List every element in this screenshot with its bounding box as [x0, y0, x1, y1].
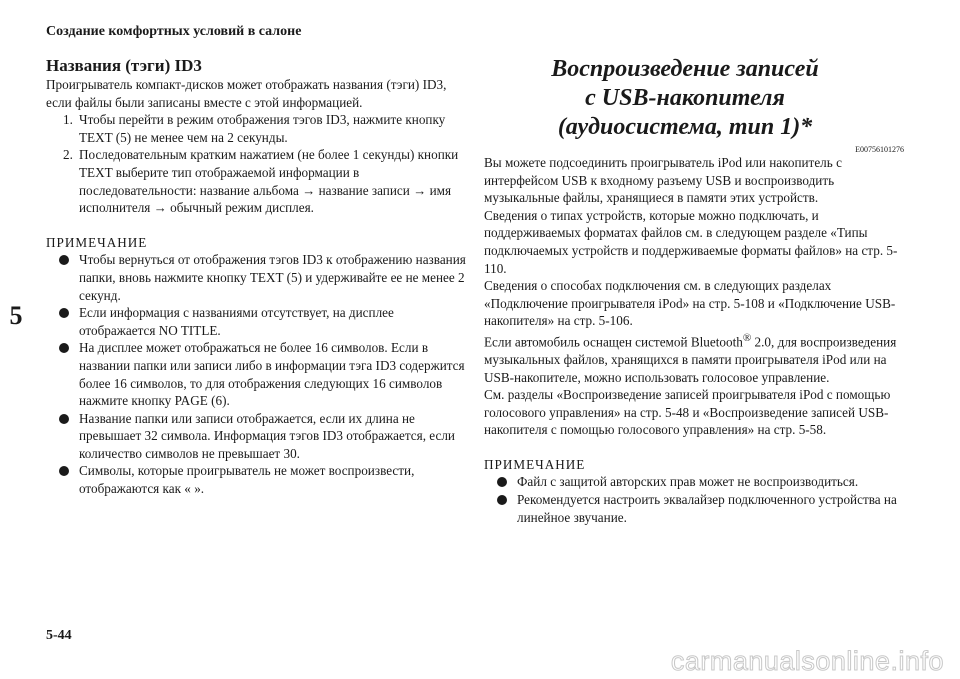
step-text: Чтобы перейти в режим отображения тэгов ID3, нажмите кнопку TEXT (5) не менее чем на 2 секунды. — [79, 112, 446, 145]
watermark: carmanualsonline.info — [670, 646, 944, 676]
note-item — [46, 339, 466, 409]
step-item — [46, 146, 466, 216]
note-text: Файл с защитой авторских прав может не воспроизводиться. — [517, 474, 859, 490]
body-paragraph: Вы можете подсоединить проигрыватель iPod или накопитель с интерфейсом USB к входному разъему USB и воспроизводить музыкальные файлы, хранящиеся в памяти этих устройств. — [484, 155, 842, 206]
note-text: На дисплее может отображаться не более 16 символов. Если в названии папки или записи либо в информации тэга ID3 содержится более 16 символов, то для отображения следующих 16 символов нажмите кнопку PAGE (6). — [79, 340, 465, 409]
note-text: Символы, которые проигрыватель не может воспроизвести, отображаются как « ». — [79, 463, 415, 497]
note-text: Название папки или записи отображается, если их длина не превышает 32 символа. Информация тэгов ID3 отображается, если количество символов не превышает 30. — [79, 410, 455, 461]
body-paragraph: Сведения о типах устройств, которые можно подключать, и поддерживаемых форматах файлов см. в следующем разделе «Типы подключаемых устройств и поддерживаемые форматы файлов» на стр. 5-110. — [484, 207, 898, 276]
bullet-icon — [59, 466, 69, 476]
note-text: Если информация с названиями отсутствует, на дисплее отображается NO TITLE. — [79, 305, 394, 338]
step-text: Последовательным кратким нажатием (не более 1 секунды) кнопки TEXT выберите тип отображаемой информации в последовательности: название альбома → название записи → имя исполнителя → обычный режим дисплея. — [79, 147, 459, 216]
right-column — [484, 55, 904, 526]
steps-list — [46, 111, 466, 217]
body-paragraph: См. разделы «Воспроизведение записей проигрывателя iPod с помощью голосового управления» на стр. 5-48 и «Воспроизведение записей USB-накопителя с помощью голосового управления» на стр. 5-58. — [484, 387, 891, 438]
left-column — [46, 56, 466, 498]
notes-list — [46, 251, 466, 497]
note-item — [484, 473, 904, 491]
bullet-icon — [59, 414, 69, 424]
step-number: 2. — [63, 147, 73, 163]
intro-paragraph: Проигрыватель компакт-дисков может отображать названия (тэги) ID3, если файлы были записаны вместе с этой информацией. — [46, 77, 447, 110]
page-number: 5-44 — [46, 628, 72, 643]
notes-list — [484, 473, 904, 526]
note-item — [46, 410, 466, 463]
paragraph-text: 2.0, для воспроизведения музыкальных файлов, хранящихся в памяти проигрывателя iPod или на USB-накопителе, можно использовать голосовое управление. — [484, 334, 897, 385]
bullet-icon — [497, 477, 507, 487]
title-line: Воспроизведение записей — [551, 56, 819, 82]
bullet-icon — [59, 308, 69, 318]
registered-mark: ® — [742, 331, 752, 344]
note-item — [46, 462, 466, 497]
section-title-id3: Названия (тэги) ID3 — [46, 56, 202, 75]
bullet-icon — [59, 255, 69, 265]
running-header: Создание комфортных условий в салоне — [46, 24, 302, 39]
body-paragraph: Сведения о способах подключения см. в следующих разделах «Подключение проигрывателя iPod» на стр. 5-108 и «Подключение USB-накопителя» на стр. 5-106. — [484, 278, 896, 329]
note-heading: ПРИМЕЧАНИЕ — [484, 456, 586, 472]
note-heading: ПРИМЕЧАНИЕ — [46, 234, 148, 250]
section-title-usb — [484, 55, 886, 142]
step-item — [46, 111, 466, 146]
paragraph-text: Если автомобиль оснащен системой Bluetooth — [484, 334, 743, 350]
note-item — [46, 251, 466, 304]
note-text: Рекомендуется настроить эквалайзер подключенного устройства на линейное звучание. — [517, 492, 897, 525]
step-number: 1. — [63, 112, 73, 128]
bullet-icon — [59, 343, 69, 353]
note-text: Чтобы вернуться от отображения тэгов ID3 к отображению названия папки, вновь нажмите кнопку TEXT (5) и удерживайте ее не менее 2 секунд. — [79, 252, 466, 303]
bullet-icon — [497, 495, 507, 505]
body-paragraph — [484, 330, 904, 386]
chapter-tab: 5 — [9, 301, 23, 330]
note-item — [46, 304, 466, 339]
title-line: (аудиосистема, тип 1)* — [557, 114, 813, 140]
title-line: с USB-накопителя — [585, 85, 785, 111]
section-code: E00756101276 — [855, 145, 904, 154]
note-item — [484, 491, 904, 526]
